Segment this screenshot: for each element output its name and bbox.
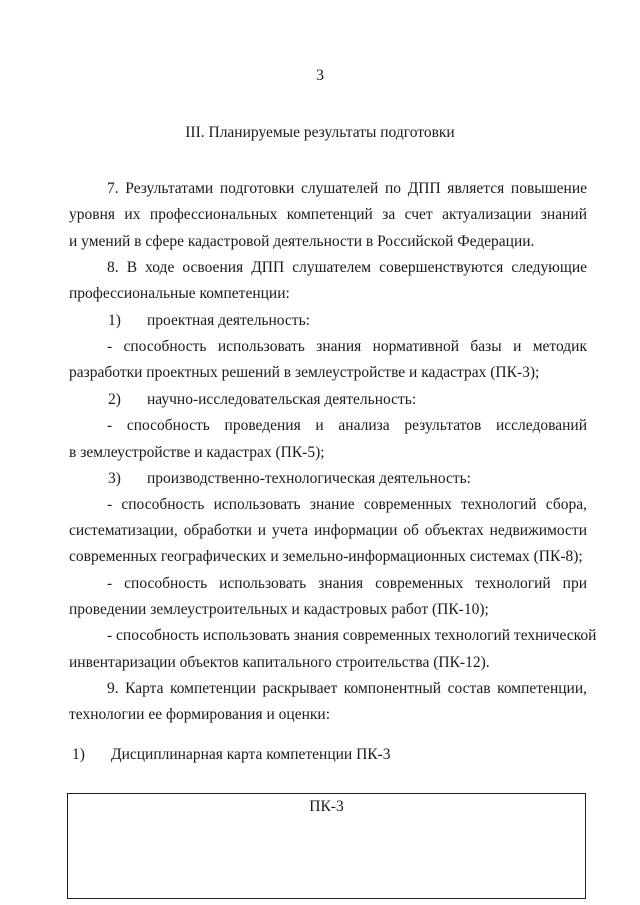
item-3-sub-3-line-2: инвентаризации объектов капитального строительства (ПК-12).	[69, 654, 490, 671]
list-item-3-text: производственно-технологическая деятельность:	[147, 470, 471, 487]
paragraph-7-line-2: уровня их профессиональных компетенций за счет актуализации знаний	[69, 206, 587, 223]
competence-card-title: Дисциплинарная карта компетенции ПК-3	[111, 746, 391, 763]
item-3-sub-3-line-1: - способность использовать знания современных технологий технической	[107, 627, 597, 644]
competence-table-header: ПК-3	[309, 798, 344, 815]
item-3-sub-2-line-2: проведении землеустроительных и кадастровых работ (ПК-10);	[69, 601, 489, 618]
item-3-sub-1-line-3: современных географических и земельно-информационных системах (ПК-8);	[69, 548, 583, 565]
paragraph-7-line-1: 7. Результатами подготовки слушателей по ДПП является повышение	[107, 180, 587, 197]
list-item-1-text: проектная деятельность:	[147, 312, 310, 329]
item-2-sub-line-2: в землеустройстве и кадастрах (ПК-5);	[69, 444, 325, 461]
list-item-1-number: 1)	[108, 312, 121, 329]
section-heading: III. Планируемые результаты подготовки	[185, 124, 455, 141]
competence-card-number: 1)	[72, 746, 85, 763]
paragraph-9-line-2: технологии ее формирования и оценки:	[69, 706, 331, 723]
list-item-2-text: научно-исследовательская деятельность:	[147, 391, 417, 408]
list-item-2-number: 2)	[108, 391, 121, 408]
list-item-3-number: 3)	[108, 470, 121, 487]
paragraph-8-line-1: 8. В ходе освоения ДПП слушателем совершенствуются следующие	[107, 259, 587, 276]
paragraph-8-line-2: профессиональные компетенции:	[69, 285, 290, 302]
item-3-sub-2-line-1: - способность использовать знания современных технологий при	[107, 575, 587, 592]
item-3-sub-1-line-1: - способность использовать знание современных технологий сбора,	[107, 496, 587, 513]
paragraph-9-line-1: 9. Карта компетенции раскрывает компонентный состав компетенции,	[107, 680, 587, 697]
page-number: 3	[316, 67, 324, 84]
item-2-sub-line-1: - способность проведения и анализа результатов исследований	[107, 417, 587, 434]
item-3-sub-1-line-2: систематизации, обработки и учета информации об объектах недвижимости	[69, 522, 587, 539]
item-1-sub-line-2: разработки проектных решений в землеустройстве и кадастрах (ПК-3);	[69, 364, 540, 381]
item-1-sub-line-1: - способность использовать знания нормативной базы и методик	[107, 338, 587, 355]
paragraph-7-line-3: и умений в сфере кадастровой деятельности в Российской Федерации.	[69, 233, 535, 250]
competence-table	[67, 793, 586, 899]
